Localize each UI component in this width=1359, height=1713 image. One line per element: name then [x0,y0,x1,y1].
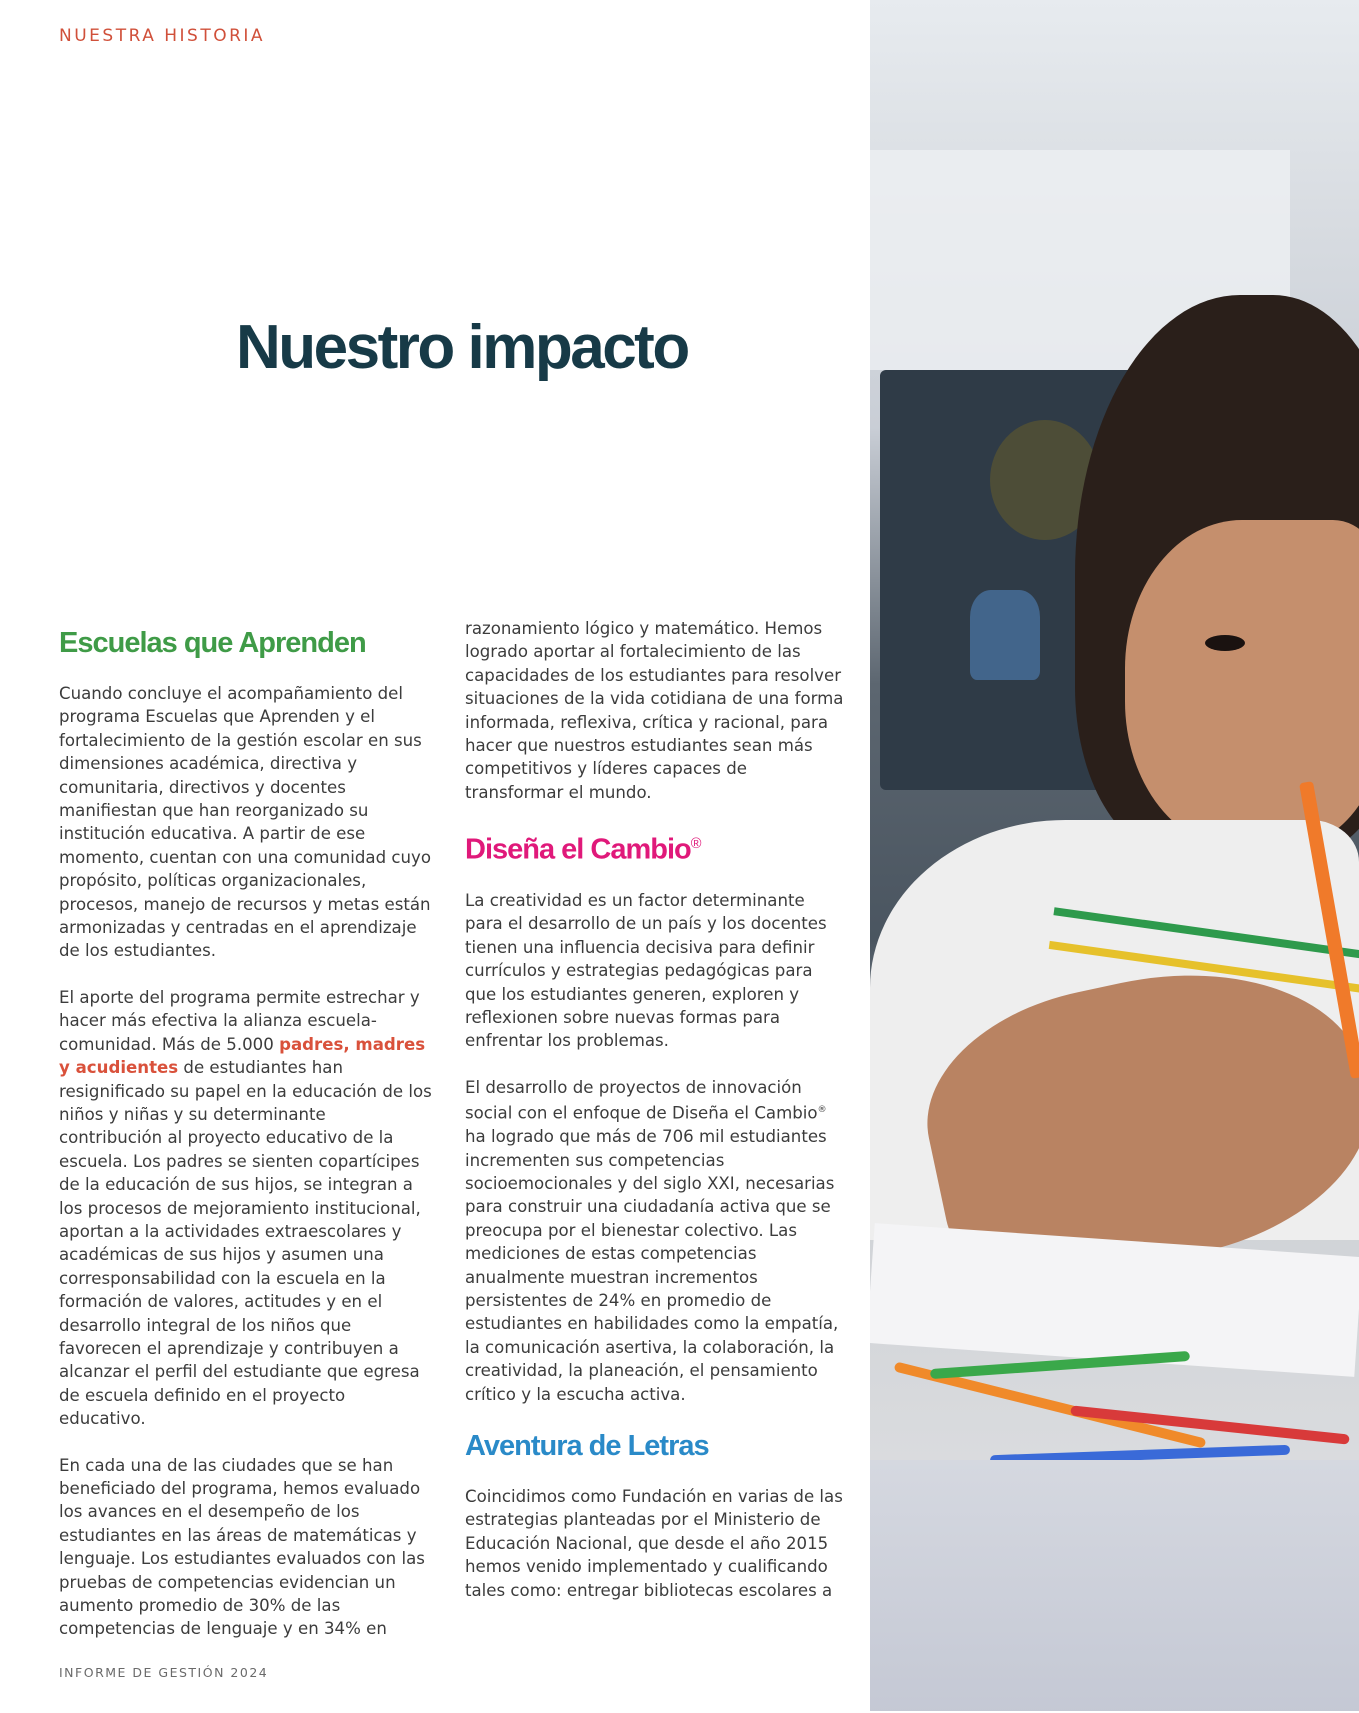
page-title: Nuestro impacto [236,313,688,382]
photo-face [1125,520,1359,850]
heading-aventura-de-letras: Aventura de Letras [465,1429,709,1462]
paragraph-5 [465,1076,845,1406]
student-photo [870,0,1359,1711]
paragraph-3: En cada una de las ciudades que se han beneficiado del programa, hemos evaluado los avances en el desempeño de los estudiantes en las áreas de matemáticas y lenguaje. Los estudiantes evaluados con las pruebas de competencias evidencian un aumento promedio de 30% de las competencias de lenguaje y en 34% en [59,1455,425,1639]
footer-text: INFORME DE GESTIÓN 2024 [59,1665,269,1680]
paragraph-5-text-b: ha logrado que más de 706 mil estudiantes incrementen sus competencias socioemocionales y del siglo XXI, necesarias para construir una ciudadanía activa que se preocupa por el bienestar colectivo. Las mediciones de estas competencias anualmente muestran incrementos persistentes de 24% en promedio de estudiantes en habilidades como la empatía, la comunicación asertiva, la colaboración, la creatividad, la planeación, el pensamiento crítico y la escucha activa. [465,1127,839,1404]
paragraph-4: La creatividad es un factor determinante para el desarrollo de un país y los docentes tienen una influencia decisiva para definir currículos y estrategias pedagógicas para que los estudiantes generen, exploren y reflexionen sobre nuevas formas para enfrentar los problemas. [465,890,827,1051]
paragraph-2-text-b: de estudiantes han resignificado su papel en la educación de los niños y niñas y su determinante contribución al proyecto educativo de la escuela. Los padres se sienten copartícipes de la educación de sus hijos, se integran a los procesos de mejoramiento institucional, aportan a la actividades extraescolares y académicas de sus hijos y asumen una corresponsabilidad con la escuela en la formación de valores, actitudes y en el desarrollo integral de los niños que favorecen el aprendizaje y contribuyen a alcanzar el perfil del estudiante que egresa de escuela definido en el proyecto educativo. [59,1058,432,1429]
photo-eye [1205,635,1245,651]
heading-escuelas-que-aprenden: Escuelas que Aprenden [59,627,366,659]
paragraph-1: Cuando concluye el acompañamiento del programa Escuelas que Aprenden y el fortalecimiento de la gestión escolar en sus dimensiones académica, directiva y comunitaria, directivos y docentes manifiestan que han reorganizado su institución educativa. A partir de ese momento, cuentan con una comunidad cuyo propósito, políticas organizacionales, procesos, manejo de recursos y metas están armonizadas y centradas en el aprendizaje de los estudiantes. [59,684,431,961]
highlight-padres: padres, madres y acudientes [59,1034,426,1078]
middle-column [465,617,845,1625]
paragraph-2-text-a: El aporte del programa permite estrechar y hacer más efectiva la alianza escuela-comunidad. Más de 5.000 [59,987,420,1054]
heading-disena-el-cambio [465,827,845,867]
paragraph-5-text-a: El desarrollo de proyectos de innovación social con el enfoque de Diseña el Cambio [465,1077,818,1123]
registered-mark-inline: ® [817,1105,827,1116]
paragraph-continued: razonamiento lógico y matemático. Hemos logrado aportar al fortalecimiento de las capacidades de los estudiantes para resolver situaciones de la vida cotidiana de una forma informada, reflexiva, crítica y racional, para hacer que nuestros estudiantes sean más competitivos y líderes capaces de transformar el mundo. [465,619,844,802]
photo-notebook [870,1223,1359,1377]
registered-mark: ® [690,836,701,853]
left-column [59,626,434,1664]
heading-disena-text: Diseña el Cambio [465,833,691,866]
photo-deer-drawing [970,590,1040,680]
paragraph-2 [59,986,434,1431]
photo-table [870,1460,1359,1711]
paragraph-6: Coincidimos como Fundación en varias de las estrategias planteadas por el Ministerio de Educación Nacional, que desde el año 2015 hemos venido implementado y cualificando tales como: entregar bibliotecas escolares a [465,1486,843,1600]
section-label: NUESTRA HISTORIA [59,26,266,46]
